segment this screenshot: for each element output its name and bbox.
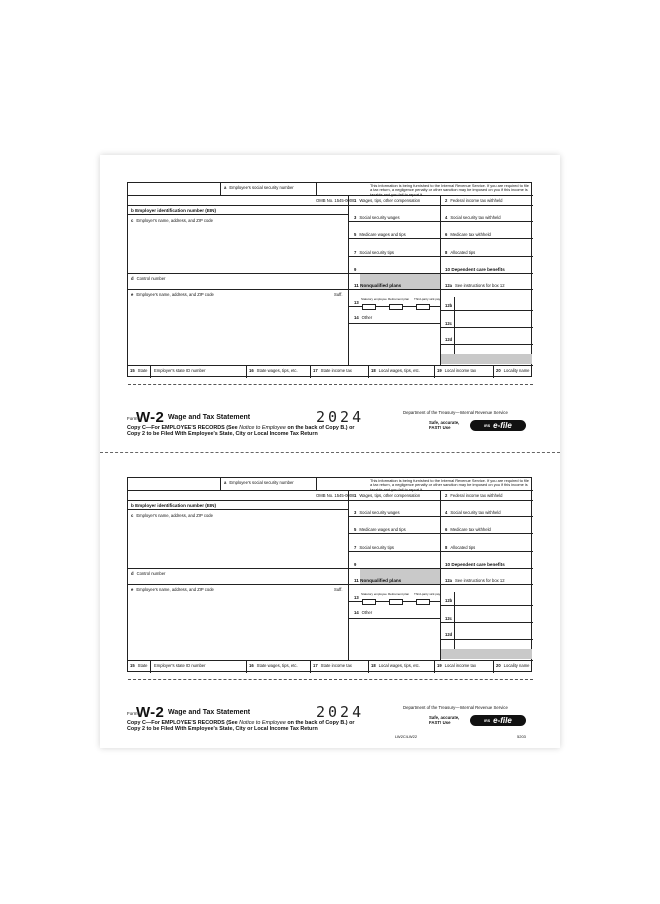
box-17-label: 17 State income tax [313, 663, 352, 668]
box-1-label: 1 Wages, tips, other compensation [354, 493, 421, 498]
irs-notice: This information is being furnished to the Internal Revenue Service. If you are required to file a tax return, a negligence penalty or other sanction may be imposed on you if this income is taxable and you fail to report it. [370, 183, 529, 197]
box-12a-label: 12a See instructions for box 12 [445, 283, 505, 288]
form-code-left: LW2C/LW22 [395, 734, 418, 739]
box-7-label: 7 Social security tips [354, 250, 395, 255]
box-12b-label: 12b [445, 598, 453, 603]
w2-form-top [127, 182, 532, 377]
box-12c-label: 12c [445, 616, 452, 621]
form-word: Form [127, 416, 138, 421]
copy-c-text: Copy C—For EMPLOYEE'S RECORDS (See Notice to Employee on the back of Copy B.) or Copy 2 to be Filed With Employee's State, City or Local Income Tax Return [127, 720, 355, 733]
safe-accurate-text: Safe, accurate, FAST! Use [429, 715, 460, 725]
perforation-line [100, 452, 560, 453]
box-16-label: 16 State wages, tips, etc. [249, 663, 298, 668]
box-5-label: 5 Medicare wages and tips [354, 527, 406, 532]
employee-name-label: e Employee's name, address, and ZIP code [131, 587, 214, 592]
box-9-label: 9 [354, 562, 357, 567]
box-12a-label: 12a See instructions for box 12 [445, 578, 505, 583]
box-15-state-id-label: Employer's state ID number [154, 368, 206, 373]
tax-year: 2024 [316, 703, 365, 721]
box-15-label: 15 State [130, 368, 148, 373]
box-10-label: 10 Dependent care benefits [445, 267, 505, 272]
w2-form-bottom [127, 477, 532, 672]
box-8-label: 8 Allocated tips [445, 250, 476, 255]
employer-name-label: c Employer's name, address, and ZIP code [131, 218, 213, 223]
retirement-plan-label: Retirement plan [388, 592, 410, 596]
safe-accurate-text: Safe, accurate, FAST! Use [429, 420, 460, 430]
form-id: W-2 [136, 704, 165, 721]
box-2-label: 2 Federal income tax withheld [445, 198, 503, 203]
ein-label: b Employer identification number (EIN) [131, 503, 217, 508]
copy-c-text: Copy C—For EMPLOYEE'S RECORDS (See Notice to Employee on the back of Copy B.) or Copy 2 to be Filed With Employee's State, City or Local Income Tax Return [127, 425, 355, 438]
retirement-plan-checkbox[interactable] [389, 304, 403, 310]
box-5-label: 5 Medicare wages and tips [354, 232, 406, 237]
box-20-label: 20 Locality name [496, 663, 530, 668]
box-14-label: 14 Other [354, 315, 373, 320]
box-12c-label: 12c [445, 321, 452, 326]
box-3-label: 3 Social security wages [354, 510, 400, 515]
box-3-label: 3 Social security wages [354, 215, 400, 220]
retirement-plan-checkbox[interactable] [389, 599, 403, 605]
irs-department: Department of the Treasury—Internal Revenue Service [403, 705, 508, 710]
box-15-state-id-label: Employer's state ID number [154, 663, 206, 668]
w2-sheet [100, 155, 560, 748]
statutory-employee-checkbox[interactable] [362, 304, 376, 310]
form-word: Form [127, 711, 138, 716]
ein-label: b Employer identification number (EIN) [131, 208, 217, 213]
box-1-label: 1 Wages, tips, other compensation [354, 198, 421, 203]
box-9-label: 9 [354, 267, 357, 272]
box-12d-label: 12d [445, 337, 453, 342]
form-code-right: 5203 [517, 734, 526, 739]
irs-department: Department of the Treasury—Internal Revenue Service [403, 410, 508, 415]
statutory-employee-label: Statutory employee [361, 297, 387, 301]
box-12b-label: 12b [445, 303, 453, 308]
ssn-label: a Employee's social security number [224, 185, 294, 190]
ssn-label: a Employee's social security number [224, 480, 294, 485]
irs-notice: This information is being furnished to the Internal Revenue Service. If you are required to file a tax return, a negligence penalty or other sanction may be imposed on you if this income is taxable and you fail to report it. [370, 478, 529, 492]
box-20-label: 20 Locality name [496, 368, 530, 373]
irs-efile-logo: IRS e-file [470, 420, 526, 431]
box-2-label: 2 Federal income tax withheld [445, 493, 503, 498]
box-14-label: 14 Other [354, 610, 373, 615]
box-4-label: 4 Social security tax withheld [445, 510, 501, 515]
employer-name-label: c Employer's name, address, and ZIP code [131, 513, 213, 518]
control-number-label: d Control number [131, 276, 166, 281]
box-15-label: 15 State [130, 663, 148, 668]
box-18-label: 18 Local wages, tips, etc. [371, 368, 420, 373]
form-title: Wage and Tax Statement [168, 414, 251, 421]
box-11-label: 11 Nonqualified plans [354, 578, 402, 583]
irs-efile-logo: IRS e-file [470, 715, 526, 726]
box-16-label: 16 State wages, tips, etc. [249, 368, 298, 373]
box-13-label: 13 [354, 300, 359, 305]
box-19-label: 19 Local income tax [437, 368, 477, 373]
box-11-label: 11 Nonqualified plans [354, 283, 402, 288]
box-12d-label: 12d [445, 632, 453, 637]
third-party-sick-pay-checkbox[interactable] [416, 304, 430, 310]
control-number-label: d Control number [131, 571, 166, 576]
omb-number: OMB No. 1545-0008 [316, 198, 355, 203]
statutory-employee-checkbox[interactable] [362, 599, 376, 605]
third-party-sick-pay-label: Third-party sick pay [414, 592, 441, 596]
box-17-label: 17 State income tax [313, 368, 352, 373]
form-title: Wage and Tax Statement [168, 709, 251, 716]
box-18-label: 18 Local wages, tips, etc. [371, 663, 420, 668]
box-10-label: 10 Dependent care benefits [445, 562, 505, 567]
third-party-sick-pay-label: Third-party sick pay [414, 297, 441, 301]
omb-number: OMB No. 1545-0008 [316, 493, 355, 498]
employee-name-label: e Employee's name, address, and ZIP code [131, 292, 214, 297]
tax-year: 2024 [316, 408, 365, 426]
retirement-plan-label: Retirement plan [388, 297, 410, 301]
box-4-label: 4 Social security tax withheld [445, 215, 501, 220]
box-6-label: 6 Medicare tax withheld [445, 527, 491, 532]
box-19-label: 19 Local income tax [437, 663, 477, 668]
statutory-employee-label: Statutory employee [361, 592, 387, 596]
box-13-label: 13 [354, 595, 359, 600]
third-party-sick-pay-checkbox[interactable] [416, 599, 430, 605]
suffix-label: Suff. [334, 292, 343, 297]
form-footer-bottom [127, 704, 532, 754]
suffix-label: Suff. [334, 587, 343, 592]
box-8-label: 8 Allocated tips [445, 545, 476, 550]
form-id: W-2 [136, 409, 165, 426]
box-7-label: 7 Social security tips [354, 545, 395, 550]
box-6-label: 6 Medicare tax withheld [445, 232, 491, 237]
